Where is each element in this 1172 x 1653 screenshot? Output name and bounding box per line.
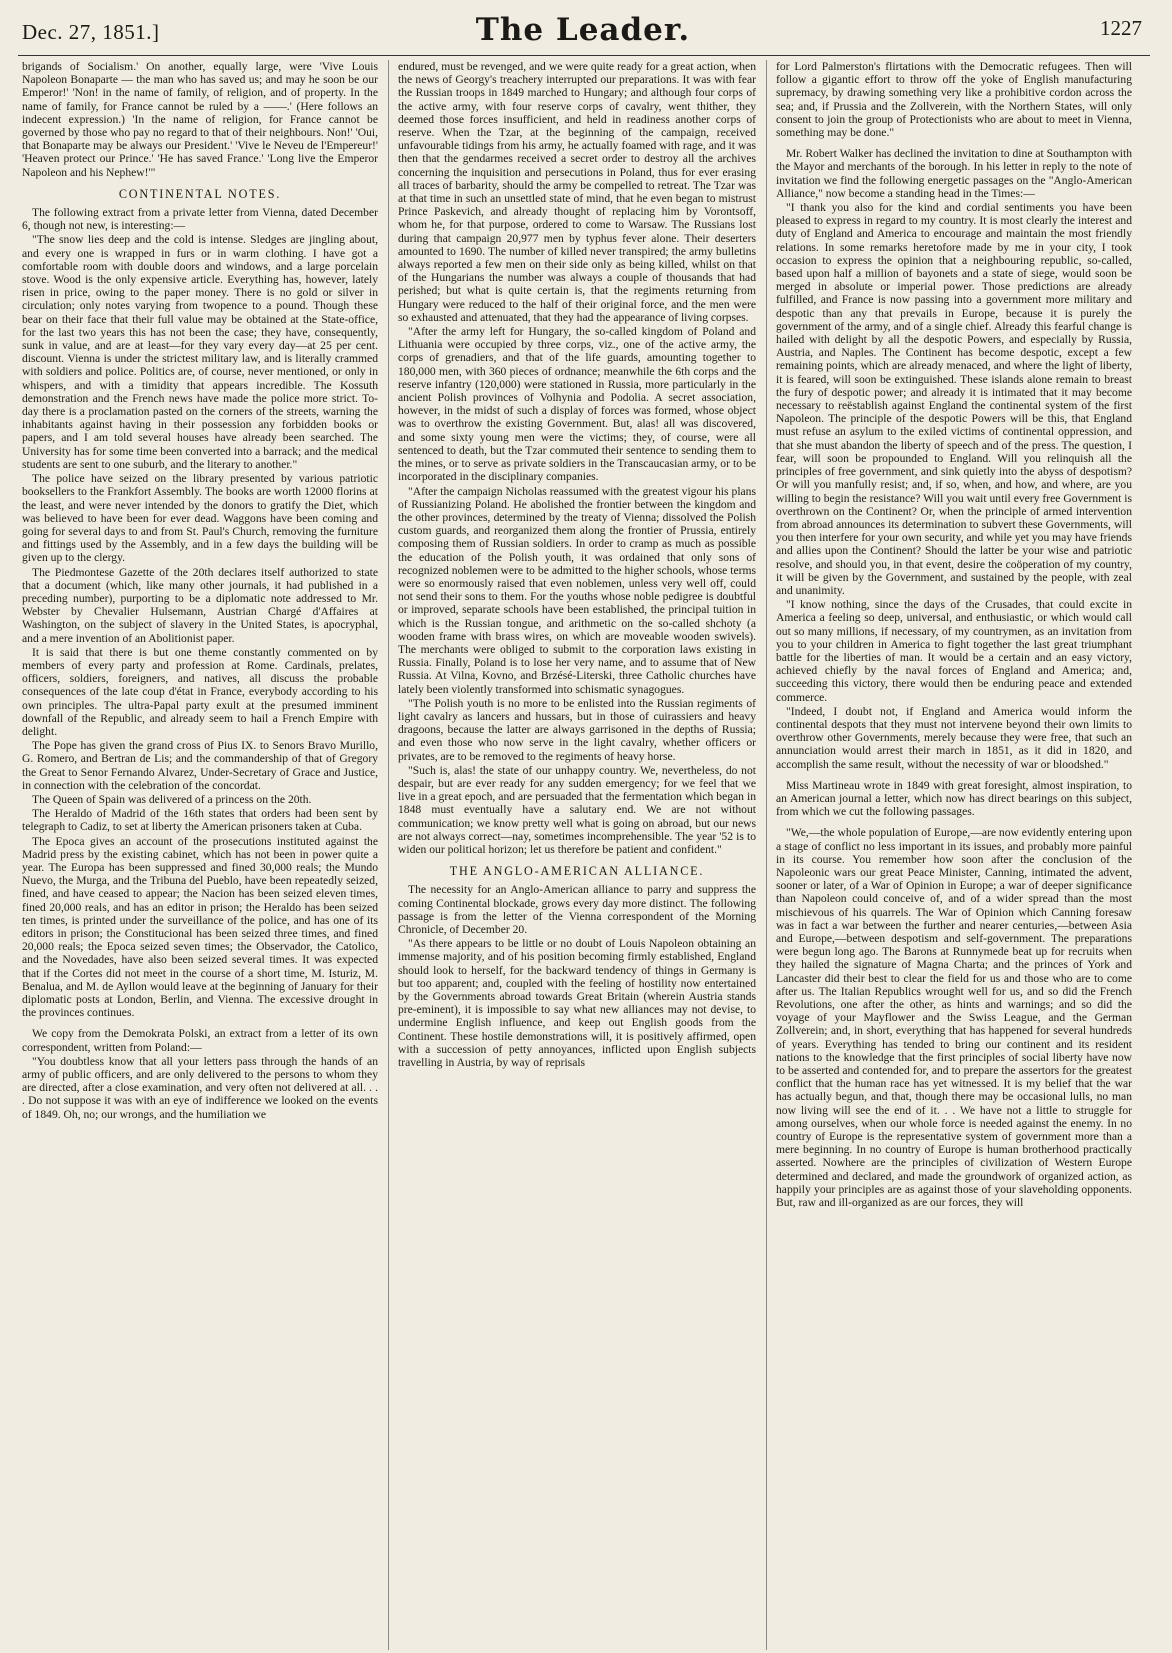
quoted-letter: "We,—the whole population of Europe,—are now evidently entering upon a stage of conflict no less important in its issues, and probably more painful in its course. You remember how soon after the conclusion of the Napoleonic wars our great Peace Minister, Canning, intimated the advent, sooner or later, of a War of Opinion in Europe; a war of deeper significance than Napoleon could conceive of, and of a wider spread than the most mischievous of his quarrels. The War of Opinion which Canning foresaw was in fact a war between the further and nearer centuries,—between Asia and Europe,—between despotism and self-government. The preparations were begun long ago. The Barons at Runnymede beat up for recruits when they hailed the signature of Magna Charta; and the princes of York and Lancaster did their best to clear the field for us and those who are to come after us. The Italian Republics wrought well for us, and so did the French Revolutions, one after the other, as hints and warnings; and so did the voyage of your Mayflower and the Swiss League, and the German Zollverein; and, in short, everything that has happened for several hundreds of years. Everything has tended to bring our continent and its resident nations to the knowledge that the first principles of social liberty have now to be asserted and contended for, and to prepare the assertors for the greatest conflict that the human race has yet witnessed. It is my belief that the war has actually begun, and that, though there may be occasional lulls, no man now living will see the end of it. . . We have not a little to struggle for among ourselves, when our whole force is needed against the enemy. In no country of Europe is the representative system of government more than a mere beginning. In no country of Europe is human brotherhood practically asserted. Nowhere are the principles of civilization of Western Europe determined and declared, and made the groundwork of organized action, as happily your principles are as against those of your slaveholding opponents. But, raw and ill-organized as are our forces, they will — [776, 826, 1132, 1210]
paragraph: The Pope has given the grand cross of Pius IX. to Senors Bravo Murillo, G. Romero, and Bertran de Lis; and the commandership of that of Gregory the Great to Senor Fernando Alvarez, Under-Secretary of Grace and Justice, in connection with the celebration of the concordat. — [22, 739, 378, 792]
paragraph: The Queen of Spain was delivered of a princess on the 20th. — [32, 792, 312, 806]
paragraph: endured, must be revenged, and we were quite ready for a great action, when the news of Georgy's treachery interrupted our preparations. It was with fear the Russian troops in 1849 marched to Hungary; and although four corps of the active army, with four reserve corps of cavalry, went thither, they deemed those forces insufficient, and held in readiness another corps of reserve. When the Tzar, at the beginning of the campaign, received unfavourable tidings from his army, he actually foamed with rage, and it was then that the gendarmes received a secret order to destroy all the archives concerning the inquisition and persecutions in Poland, thus for ever erasing all traces of barbarity, should the army be compelled to retreat. The Tzar was at that time in such an unsettled state of mind, that he even began to mistrust Prince Paskevich, and already thought of replacing him by Vorontsoff, whom he, for that purpose, ordered to come to Warsaw. The Russians lost during that campaign 20,977 men by typhus fever alone. Their deserters amounted to 1690. The number of killed never transpired; the army bulletins always reported a few men on their side only as being killed, whilst on that of the Hungarians the number was always a couple of thousands that had perished; but what is quite certain is, that the regiments returning from Hungary were reduced to the half of their original force, and the men were so exhausted and attenuated, that they had the appearance of living corpses. — [398, 60, 756, 324]
paragraph: for Lord Palmerston's flirtations with the Democratic refugees. Then will follow a gigantic effort to throw off the yoke of English manufacturing supremacy, by drawing something very like a prohibitive cordon across the sea; and, if Prussia and the Zollverein, with the Northern States, will only consent to join the group of Protectionists who are about to meet in Vienna, something may be done." — [776, 60, 1132, 140]
paragraph: The following extract from a private letter from Vienna, dated December 6, though not new, is interesting:— — [22, 206, 378, 233]
page-number: 1227 — [1100, 16, 1142, 40]
paragraph: Mr. Robert Walker has declined the invitation to dine at Southampton with the Mayor and merchants of the borough. In his letter in reply to the note of invitation we find the following energetic passages on the "Anglo-American Alliance," now become a standing head in the Times:— — [776, 147, 1132, 200]
paragraph: It is said that there is but one theme constantly commented on by members of every party and profession at Rome. Cardinals, prelates, officers, soldiers, foreigners, and natives, all discuss the probable consequences of the late coup d'état in France, everybody according to his own principles. The ultra-Papal party exult at the presumed imminent downfall of the Republic, and already seem to hail a French Empire with delight. — [22, 645, 378, 738]
issue-date: Dec. 27, 1851.] — [22, 20, 160, 44]
paragraph: "After the campaign Nicholas reassumed with the greatest vigour his plans of Russianizing Poland. He abolished the frontier between the kingdom and the other provinces, determined by the treaty of Vienna; dissolved the Polish custom guards, and reorganized them along the frontier of Prussia, entirely composing them of Russian soldiers. In order to cramp as much as possible the education of the Polish youth, it was ordained that only sons of recognized noblemen were to be admitted to the higher schools, whose terms were so enormously raised that even noblemen, unless very well off, could not send their sons to them. For the youths whose noble pedigree is doubtful or improved, separate schools have been established, the principal tuition in which is the Russian tongue, and arithmetic on the so-called shchoty (a wooden frame with brass wires, on which are moveable wooden swivels). The merchants were obliged to submit to the corporation laws existing in Russia. Finally, Poland is to lose her very name, and to assume that of New Russia. At Vilna, Kovno, and Brzésé-Literski, three Catholic churches have lately been violently transformed into schismatic synagogues. — [398, 484, 756, 696]
quoted-letter: "As there appears to be little or no doubt of Louis Napoleon obtaining an immense majority, and of his position becoming firmly established, England should look to herself, for the backward tendency of things in Germany is but too apparent; and, coupled with the feeling of hostility now entertained by the Governments abroad towards Great Britain (wherein Austria stands pre-eminent), it is impossible to say what new alliances may not devise, to undermine English influence, and keep out English goods from the Continent. These hostile demonstrations will, it is positively affirmed, open with a succession of petty annoyances, inflicted upon English subjects travelling in Austria, by way of reprisals — [398, 937, 756, 1070]
paragraph: "Such is, alas! the state of our unhappy country. We, nevertheless, do not despair, but are ever ready for any sudden emergency; for we feel that we live in a great epoch, and are persuaded that the fermentation which began in 1848 must eventually have a salutary end. We are not without communication; we know pretty well what is going on abroad, but our news are not always correct—nay, sometimes incomprehensible. The year '52 is to widen our political horizon; let us therefore be patient and confident." — [398, 763, 756, 856]
masthead-rule — [18, 55, 1150, 56]
section-heading-anglo-american-alliance: THE ANGLO-AMERICAN ALLIANCE. — [449, 864, 705, 879]
quoted-letter: "I thank you also for the kind and cordial sentiments you have been pleased to express in regard to my country. It is most clearly the interest and duty of England and America to encourage and maintain the most friendly relations. In some remarks heretofore made by me in your city, I took occasion to express the opinion that a neighbouring republic, so-called, based upon half a million of bayonets and a state of siege, would soon be merged in absolute or imperial power. Those predictions are already fulfilled, and France is now passing into a government more military and despotic than any that prevails in Europe, because it is purely the government of the army, and of a single chief. Already this fearful change is hailed with delight by all the despotic Powers, and especially by Russia, Austria, and Naples. The Continent has become despotic, except a few remaining points, which are already menaced, and where the light of liberty, it is feared, will soon be extinguished. These islands alone remain to breast the fury of despotic power; and already it is intimated that it may become necessary to reëstablish against England the continental system of the first Napoleon. The principle of the despotic Powers will be this, that England must refuse an asylum to the exiled victims of continental oppression, and that she must abandon the liberty of speech and of the press. The question, I fear, will soon be propounded to England. Will you relinquish all the principles of free government, and sink quietly into the abyss of despotism? Or will you manfully resist; and, if so, when, and how, and where, are you willing to begin the resistance? Will you wait until every free Government is overthrown on the Continent? Or, when the principle of armed intervention from abroad announces its determination to subvert these Governments, will you then interfere for your own security, and while yet you may have friends and allies upon the Continent? Should the latter be your wise and patriotic resolve, and should you, in that event, desire the coöperation of my country, it will be given by the Government, and sustained by the people, with zeal and unanimity. — [776, 201, 1132, 597]
quoted-letter: "I know nothing, since the days of the Crusades, that could excite in America a feeling so deep, universal, and enthusiastic, or which would call out so many millions, if necessary, of my countrymen, as an invitation from you to your children in America to fight together the last great triumphant battle for the liberties of man. It would be a certain and an easy victory, achieved chiefly by the naval forces of England and America; and, succeeding this victory, there would then be enduring peace and extended commerce. — [776, 598, 1132, 704]
quoted-letter: "You doubtless know that all your letters pass through the hands of an army of public officers, and are only delivered to the persons to whom they are directed, after a close examination, and very often not delivered at all. . . . Do not suppose it was with an eye of indifference we looked on the events of 1849. Oh, no; our wrongs, and the humiliation we — [22, 1054, 378, 1121]
section-heading-continental-notes: CONTINENTAL NOTES. — [118, 186, 282, 201]
masthead — [16, 10, 1150, 50]
paragraph: The police have seized on the library presented by various patriotic booksellers to the Frankfort Assembly. The books are worth 12000 florins at the least, and were never intended by the donors to gratify the Diet, which was believed to have been for ever dead. Waggons have been coming and going for several days to and from St. Paul's Church, removing the furniture and fittings used by the Assembly, and in a few days the building will be given up to the clergy. — [22, 472, 378, 565]
paragraph: "After the army left for Hungary, the so-called kingdom of Poland and Lithuania were occupied by three corps, viz., one of the active army, the corps of grenadiers, and that of the life guards, amounting together to 180,000 men, with 360 pieces of ordnance; meanwhile the 6th corps and the reserve infantry (120,000) were stationed in Russia, more particularly in the ancient Polish provinces of Volhynia and Podolia. A secret association, however, in the midst of such a display of forces was formed, whose object was to overthrow the existing Government. But, alas! all was discovered, and some sixty young men were the victims; they, of course, were all sentenced to death, but the Tzar commuted their sentence to sending them to the mines, or to serve as private soldiers in the Transcaucasian army, or to be incorporated in the disciplinary companies. — [398, 325, 756, 484]
paragraph: The necessity for an Anglo-American alliance to parry and suppress the coming Continental blockade, grows every day more distinct. The following passage is from the letter of the Vienna correspondent of the Morning Chronicle, of December 20. — [398, 883, 756, 936]
newspaper-title: The Leader. — [475, 12, 691, 48]
paragraph: brigands of Socialism.' On another, equally large, were 'Vive Louis Napoleon Bonaparte — the man who has saved us; and may he soon be our Emperor!' 'Non! in the name of family, of religion, and of property. In the name of family, for France cannot be ruled by a ——.' (Here follows an indecent expression.) 'In the name of religion, for France cannot be governed by those who pay no regard to that of their neighbours. Non!' 'Oui, that Bonaparte may be always our President.' 'Vive le Neveu de l'Empereur!' 'Heaven protect our Prince.' 'He has saved France.' 'Long live the Emperor Napoleon and his Nephew!'" — [22, 60, 378, 179]
quoted-letter: "The snow lies deep and the cold is intense. Sledges are jingling about, and every one is wrapped in furs or in warm clothing. I have got a comfortable room with double doors and windows, and a large porcelain stove. Wood is the only expensive article. Everything has, however, lately risen in price, owing to the paper money. There is no gold or silver in circulation; only notes varying from twopence to a pound. Though these bear on their face that their full value may be obtained at the State-office, for the last two years this has not been the case; they have, consequently, sunk in value, and are at least—for they vary every day—at 25 per cent. discount. Vienna is under the strictest military law, and is literally crammed with soldiers and police. Politics are, of course, never mentioned, or only in whispers, and with a timidity that appears incredible. The Kossuth demonstration and the French news have made the police more strict. To-day there is a proclamation pasted on the corners of the streets, warning the inhabitants against having in their possession any forbidden books or papers, and I am told several houses have already been searched. The University has for some time been converted into a barrack; and the medical students are sent to one suburb, and the literary to another." — [22, 233, 378, 471]
column-3 — [776, 60, 1132, 1650]
paragraph: "The Polish youth is no more to be enlisted into the Russian regiments of light cavalry as lancers and hussars, but in those of cuirassiers and heavy dragoons, because the latter are always garrisoned in the depths of Russia; and even those who now serve in the light cavalry, whether officers or privates, are to be removed to the regiments of heavy horse. — [398, 696, 756, 763]
paragraph: The Heraldo of Madrid of the 16th states that orders had been sent by telegraph to Cadiz, to set at liberty the American prisoners taken at Cuba. — [22, 807, 378, 834]
column-divider — [766, 60, 767, 1650]
paragraph: The Piedmontese Gazette of the 20th declares itself authorized to state that a document (which, like many other journals, it had published in a preceding number), purporting to be a diplomatic note addressed to Mr. Webster by Chevalier Hulsemann, Austrian Chargé d'Affaires at Washington, on the subject of slavery in the United States, is apocryphal, and a mere invention of an Abolitionist paper. — [22, 565, 378, 645]
quoted-letter: "Indeed, I doubt not, if England and America would inform the continental despots that they must not intervene beyond their own limits to overthrow other Governments, merely because they were free, that such an annunciation would arrest their march in 1851, as it did in 1820, and accomplish the same result, without the necessity of war or bloodshed." — [776, 704, 1132, 771]
column-2 — [398, 60, 756, 1650]
column-1 — [22, 60, 378, 1650]
paragraph: Miss Martineau wrote in 1849 with great foresight, almost inspiration, to an American journal a letter, which now has direct bearings on this subject, from which we cut the following passages. — [776, 778, 1132, 819]
paragraph: The Epoca gives an account of the prosecutions instituted against the Madrid press by the existing cabinet, which has not been in power quite a year. The Europa has been suppressed and fined 30,000 reals; the Mundo Nuevo, the Murga, and the Tribuna del Pueblo, have been repeatedly seized, fined, and have ceased to appear; the Nacion has been seized eleven times, fined 20,000 reals, and has an editor in prison; the Heraldo has been seized ten times, is printed under the surveillance of the police, and has one of its editors in prison; the Constitucional has been seized three times, and fined 20,000 reals; the Epoca seized seven times; the Observador, the Catolico, and the Novedades, have also been seized several times. It was expected that if the Cortes did not meet in the course of a short time, M. Isturiz, M. Benalua, and M. de Ayllon would leave at the beginning of January for their diplomatic posts at London, Berlin, and Vienna. The excessive drought in the provinces continues. — [22, 834, 378, 1020]
column-divider — [388, 60, 389, 1650]
paragraph: We copy from the Demokrata Polski, an extract from a letter of its own correspondent, written from Poland:— — [22, 1027, 378, 1054]
